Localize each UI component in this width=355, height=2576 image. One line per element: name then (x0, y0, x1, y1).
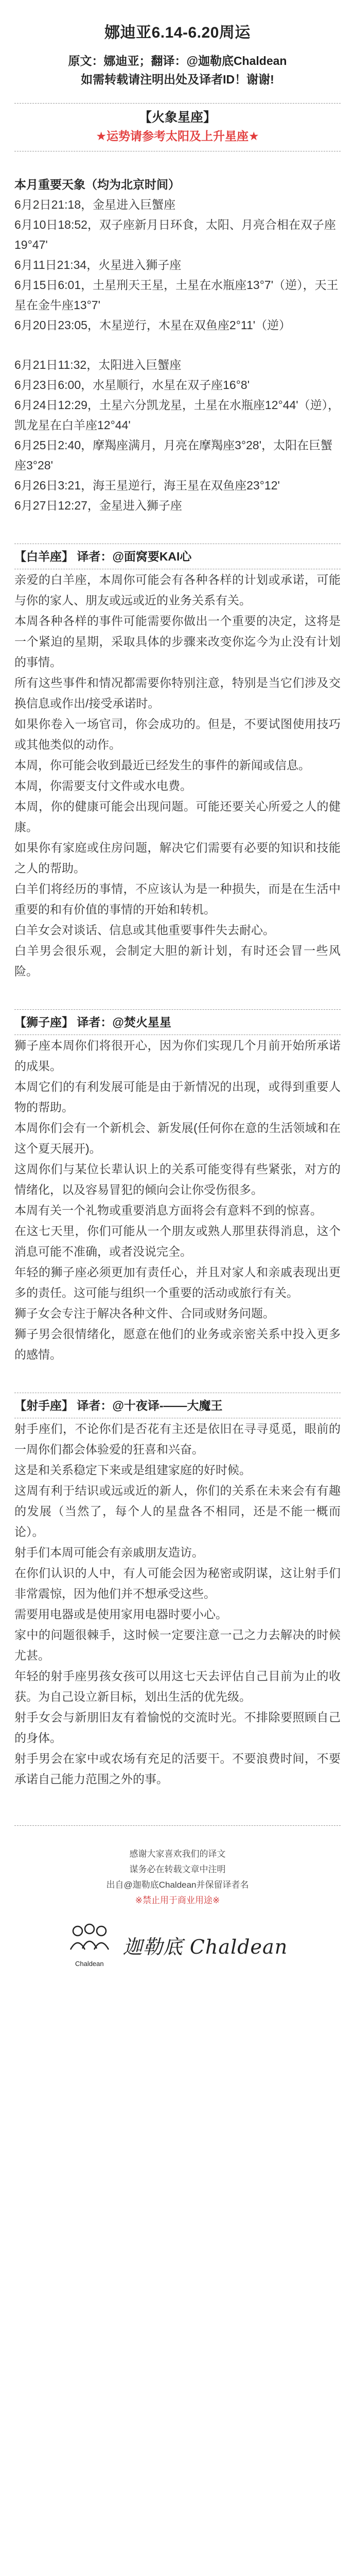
section-title: 【火象星座】 (138, 110, 216, 125)
leo-heading: 【狮子座】 译者：@焚火星星 (14, 1009, 341, 1035)
aries-heading: 【白羊座】 译者：@面窝要KAI心 (14, 544, 341, 569)
sagittarius-paragraph: 射手男会在家中或农场有充足的活要干。不要浪费时间，不要承诺自己能力范围之外的事。 (14, 1752, 341, 1786)
event-line: 6月26日3:21，海王星逆行，海王星在双鱼座23°12' (14, 479, 280, 492)
sagittarius-paragraph: 需要用电器或是使用家用电器时要小心。 (14, 1607, 227, 1621)
footer (14, 1825, 341, 1968)
sagittarius-paragraph: 这周有利于结识或远或近的新人，你们的关系在未来会有有趣的发展（当然了，每个人的星盘各不相同，还是不能一概而论）。 (14, 1484, 341, 1538)
event-line: 6月20日23:05，木星逆行，木星在双鱼座2°11'（逆） (14, 318, 291, 332)
aries-paragraph: 如果你有家庭或住房问题，解决它们需要有必要的知识和技能之人的帮助。 (14, 841, 341, 875)
event-line: 6月11日21:34，火星进入狮子座 (14, 258, 182, 272)
sagittarius-paragraph: 在你们认识的人中，有人可能会因为秘密或阴谋，这让射手们非常震惊，因为他们并不想承受这些。 (14, 1566, 341, 1600)
sagittarius-heading: 【射手座】 译者：@十夜译-——大魔王 (14, 1393, 341, 1418)
section-banner (14, 103, 341, 151)
repost-notice: 如需转载请注明出处及译者ID！谢谢! (81, 73, 274, 86)
sagittarius-paragraph: 这是和关系稳定下来或是组建家庭的好时候。 (14, 1463, 251, 1477)
leo-paragraph: 狮子座本周你们将很开心，因为你们实现几个月前开始所承诺的成果。 (14, 1039, 341, 1073)
commercial-warning: ※禁止用于商业用途※ (135, 1895, 220, 1905)
aries-paragraph: 白羊们将经历的事情，不应该认为是一种损失，而是在生活中重要的和有价值的事情的开始和转机。 (14, 882, 341, 916)
page-title: 娜迪亚6.14-6.20周运 (104, 24, 251, 41)
aries-paragraph: 本周，你的健康可能会出现问题。可能还要关心所爱之人的健康。 (14, 800, 341, 834)
logo-text: 迦勒底 Chaldean (122, 1936, 288, 1958)
aries-paragraph: 本周，你可能会收到最近已经发生的事件的新闻或信息。 (14, 758, 310, 772)
event-line: 6月27日12:27，金星进入狮子座 (14, 499, 182, 512)
event-spacer (14, 335, 341, 355)
aries-paragraph: 本周，你需要支付文件或水电费。 (14, 779, 192, 792)
leo-paragraph: 狮子男会很情绪化，愿意在他们的业务或亲密关系中投入更多的感情。 (14, 1327, 341, 1361)
logo-row (14, 1923, 341, 1968)
event-line: 6月23日6:00，水星顺行，水星在双子座16°8' (14, 378, 250, 392)
aries-paragraph: 所有这些事件和情况都需要你特别注意，特别是当它们涉及交换信息或作出/接受承诺时。 (14, 676, 341, 710)
aries-paragraph: 白羊男会很乐观，会制定大胆的新计划，有时还会冒一些风险。 (14, 944, 341, 978)
event-line: 6月15日6:01，土星刑天王星，土星在水瓶座13°7'（逆），天王星在金牛座13°7' (14, 278, 339, 312)
sagittarius-paragraph: 射手们本周可能会有亲戚朋友造访。 (14, 1546, 204, 1559)
aries-paragraph: 白羊女会对谈话、信息或其他重要事件失去耐心。 (14, 923, 275, 937)
aries-paragraph: 本周各种各样的事件可能需要你做出一个重要的决定，这将是一个紧迫的星期，采取具体的步骤来改变你迄今为止没有计划的事情。 (14, 614, 341, 669)
leo-paragraph: 这周你们与某位长辈认识上的关系可能变得有些紧张，对方的情绪化，以及容易冒犯的倾向会让你受伤很多。 (14, 1162, 341, 1196)
people-logo-icon (67, 1923, 112, 1959)
event-line: 6月10日18:52，双子座新月日环食，太阳、月亮合相在双子座19°47' (14, 218, 336, 251)
credit-line: 原文：娜迪亚；翻译：@迦勒底Chaldean (68, 54, 287, 67)
sagittarius-paragraph: 年轻的射手座男孩女孩可以用这七天去评估自己目前为止的收获。为自己设立新目标，划出生活的优先级。 (14, 1669, 341, 1703)
event-line: 6月2日21:18，金星进入巨蟹座 (14, 198, 176, 211)
footer-line: 出自@迦勒底Chaldean并保留译者名 (106, 1880, 249, 1890)
aries-paragraph: 如果你卷入一场官司，你会成功的。但是，不要试图使用技巧或其他类似的动作。 (14, 717, 341, 751)
sagittarius-paragraph: 射手座们，不论你们是否花有主还是依旧在寻寻觅觅，眼前的一周你们都会体验爱的狂喜和兴奋。 (14, 1422, 341, 1456)
aries-section (14, 569, 341, 981)
sagittarius-paragraph: 射手女会与新朋旧友有着愉悦的交流时光。不排除要照顾自己的身体。 (14, 1710, 341, 1744)
footer-line: 感谢大家喜欢我们的译文 (129, 1849, 226, 1859)
event-line: 6月25日2:40，摩羯座满月，月亮在摩羯座3°28'，太阳在巨蟹座3°28' (14, 438, 333, 472)
leo-paragraph: 本周你们会有一个新机会、新发展(任何你在意的生活领域和在这个夏天展开)。 (14, 1121, 341, 1155)
leo-paragraph: 狮子女会专注于解决各种文件、合同或财务问题。 (14, 1307, 275, 1320)
events-heading: 本月重要天象（均为北京时间） (14, 178, 180, 191)
event-line: 6月24日12:29，土星六分凯龙星，土星在水瓶座12°44'（逆），凯龙星在白羊座12°44' (14, 398, 340, 432)
logo-caption: Chaldean (75, 1960, 104, 1968)
leo-paragraph: 年轻的狮子座必须更加有责任心，并且对家人和亲戚表现出更多的责任。这可能与组织一个重要的活动或旅行有关。 (14, 1265, 341, 1299)
leo-paragraph: 本周有关一个礼物或重要消息方面将会有意料不到的惊喜。 (14, 1204, 322, 1217)
logo-badge (67, 1923, 112, 1968)
footer-line: 谋务必在转载文章中注明 (129, 1865, 226, 1874)
sagittarius-paragraph: 家中的问题很棘手，这时候一定要注意一己之力去解决的时候尤甚。 (14, 1628, 341, 1662)
section-subtitle: ★运势请参考太阳及上升星座★ (96, 129, 259, 143)
leo-paragraph: 本周它们的有利发展可能是由于新情况的出现，或得到重要人物的帮助。 (14, 1080, 341, 1114)
aries-paragraph: 亲爱的白羊座，本周你可能会有各种各样的计划或承诺，可能与你的家人、朋友或远或近的业务关系有关。 (14, 573, 341, 607)
leo-paragraph: 在这七天里，你们可能从一个朋友或熟人那里获得消息，这个消息可能不准确，或者没说完全。 (14, 1224, 341, 1258)
leo-section (14, 1035, 341, 1365)
events-list (14, 195, 341, 516)
event-line: 6月21日11:32，太阳进入巨蟹座 (14, 358, 182, 371)
sagittarius-section (14, 1418, 341, 1789)
